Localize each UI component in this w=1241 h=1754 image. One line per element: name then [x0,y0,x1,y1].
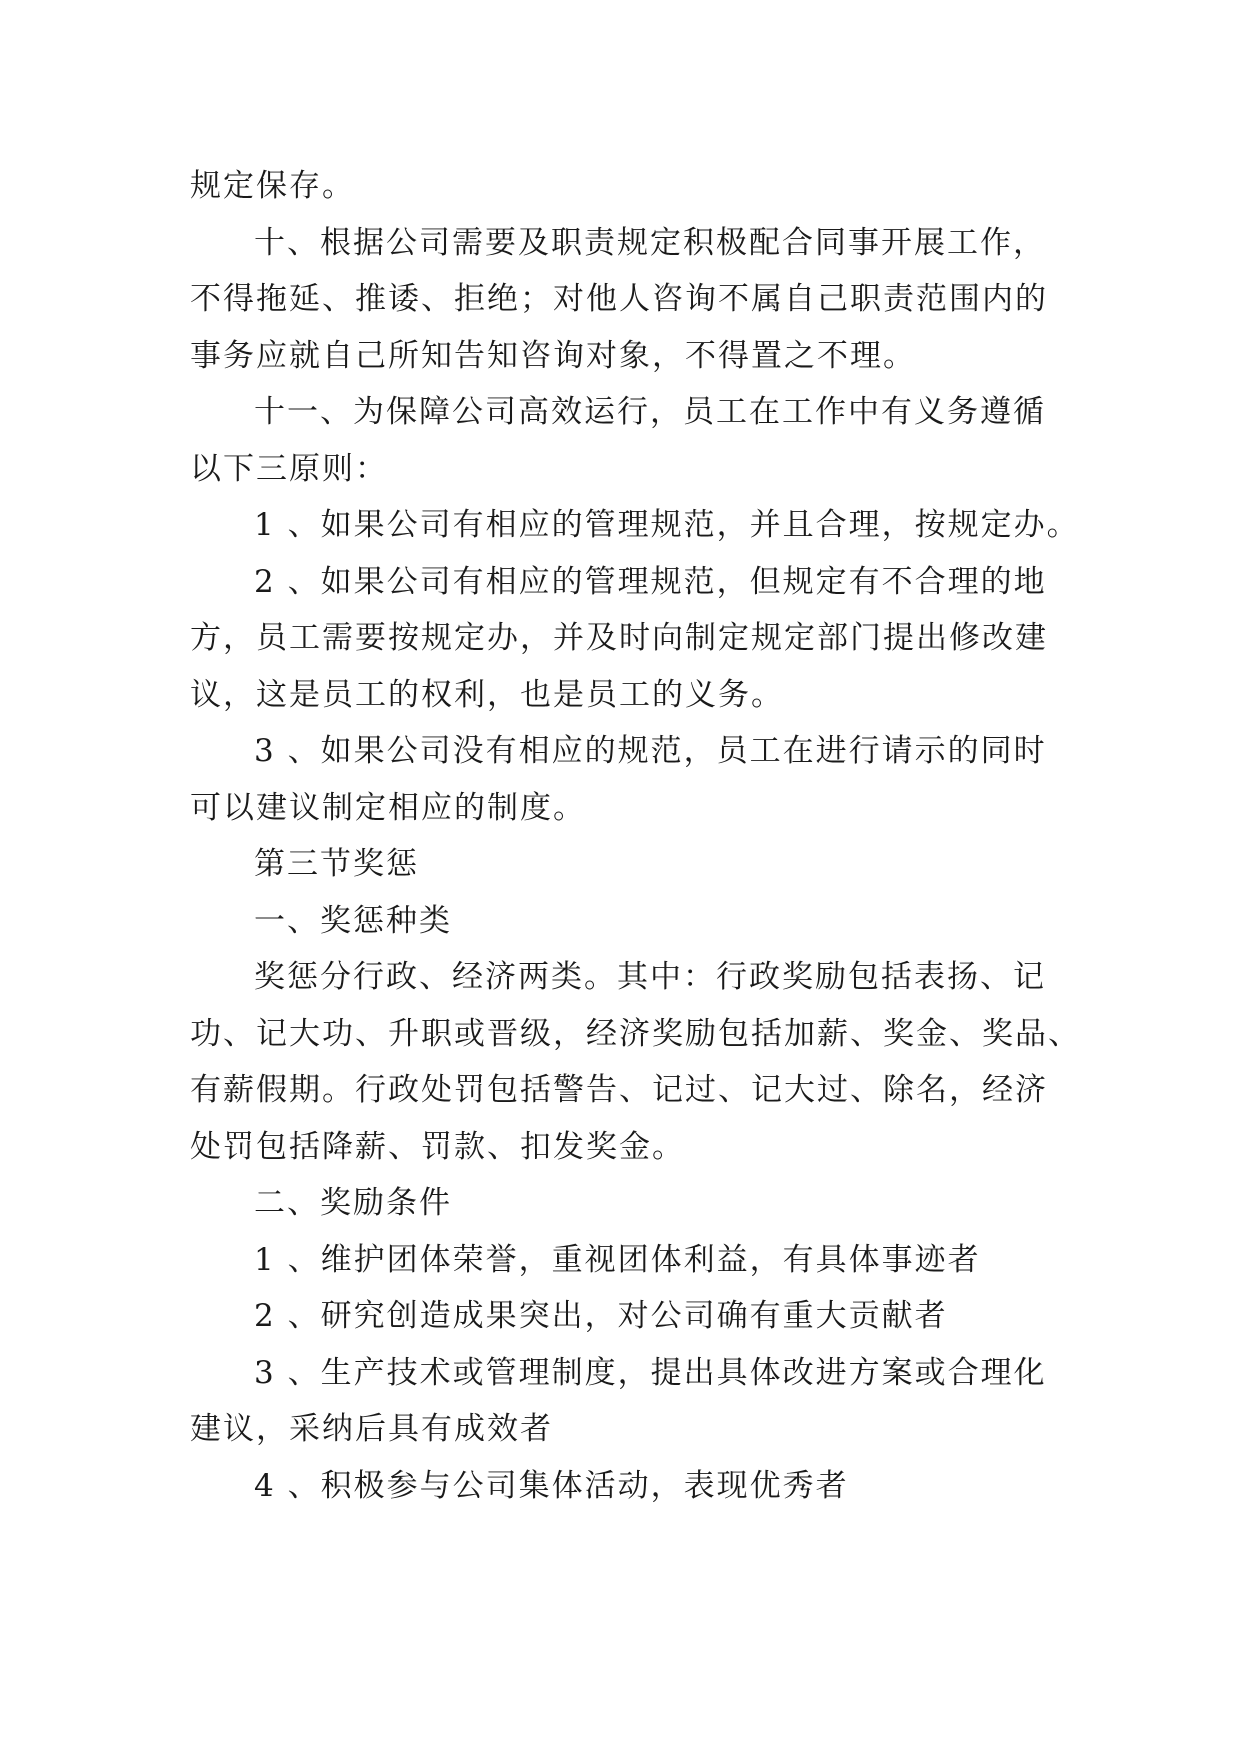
text-line: 2 、如果公司有相应的管理规范，但规定有不合理的地 [254,563,1047,600]
text-line: 十、根据公司需要及职责规定积极配合同事开展工作， [254,224,1046,261]
text-line: 1 、如果公司有相应的管理规范，并且合理，按规定办。 [254,507,1080,543]
text-line: 可以建议制定相应的制度。 [190,789,586,826]
section-heading: 第三节奖惩 [254,846,419,882]
subsection-heading: 一、奖惩种类 [254,902,452,939]
text-line: 十一、为保障公司高效运行，员工在工作中有义务遵循 [254,394,1046,430]
list-item: 4 、积极参与公司集体活动，表现优秀者 [254,1467,849,1504]
text-line: 以下三原则： [190,450,388,487]
subsection-heading: 二、奖励条件 [254,1185,452,1221]
document-body [190,158,1081,1514]
text-line: 方，员工需要按规定办，并及时向制定规定部门提出修改建 [190,620,1048,656]
text-line: 建议，采纳后具有成效者 [190,1411,553,1447]
text-line: 3 、如果公司没有相应的规范，员工在进行请示的同时 [254,733,1047,769]
list-item: 1 、维护团体荣誉，重视团体利益，有具体事迹者 [254,1241,981,1278]
text-line: 事务应就自己所知告知咨询对象，不得置之不理。 [190,337,916,374]
text-line: 议，这是员工的权利，也是员工的义务。 [190,676,784,713]
text-line: 不得拖延、推诿、拒绝；对他人咨询不属自己职责范围内的 [190,281,1048,317]
text-line: 功、记大功、升职或晋级，经济奖励包括加薪、奖金、奖品、 [190,1015,1081,1052]
list-item: 2 、研究创造成果突出，对公司确有重大贡献者 [254,1298,948,1334]
text-line: 处罚包括降薪、罚款、扣发奖金。 [190,1128,685,1165]
text-line: 规定保存。 [190,168,355,204]
list-item: 3 、生产技术或管理制度，提出具体改进方案或合理化 [254,1354,1047,1391]
text-line: 奖惩分行政、经济两类。其中：行政奖励包括表扬、记 [254,959,1046,995]
text-line: 有薪假期。行政处罚包括警告、记过、记大过、除名，经济 [190,1072,1048,1108]
